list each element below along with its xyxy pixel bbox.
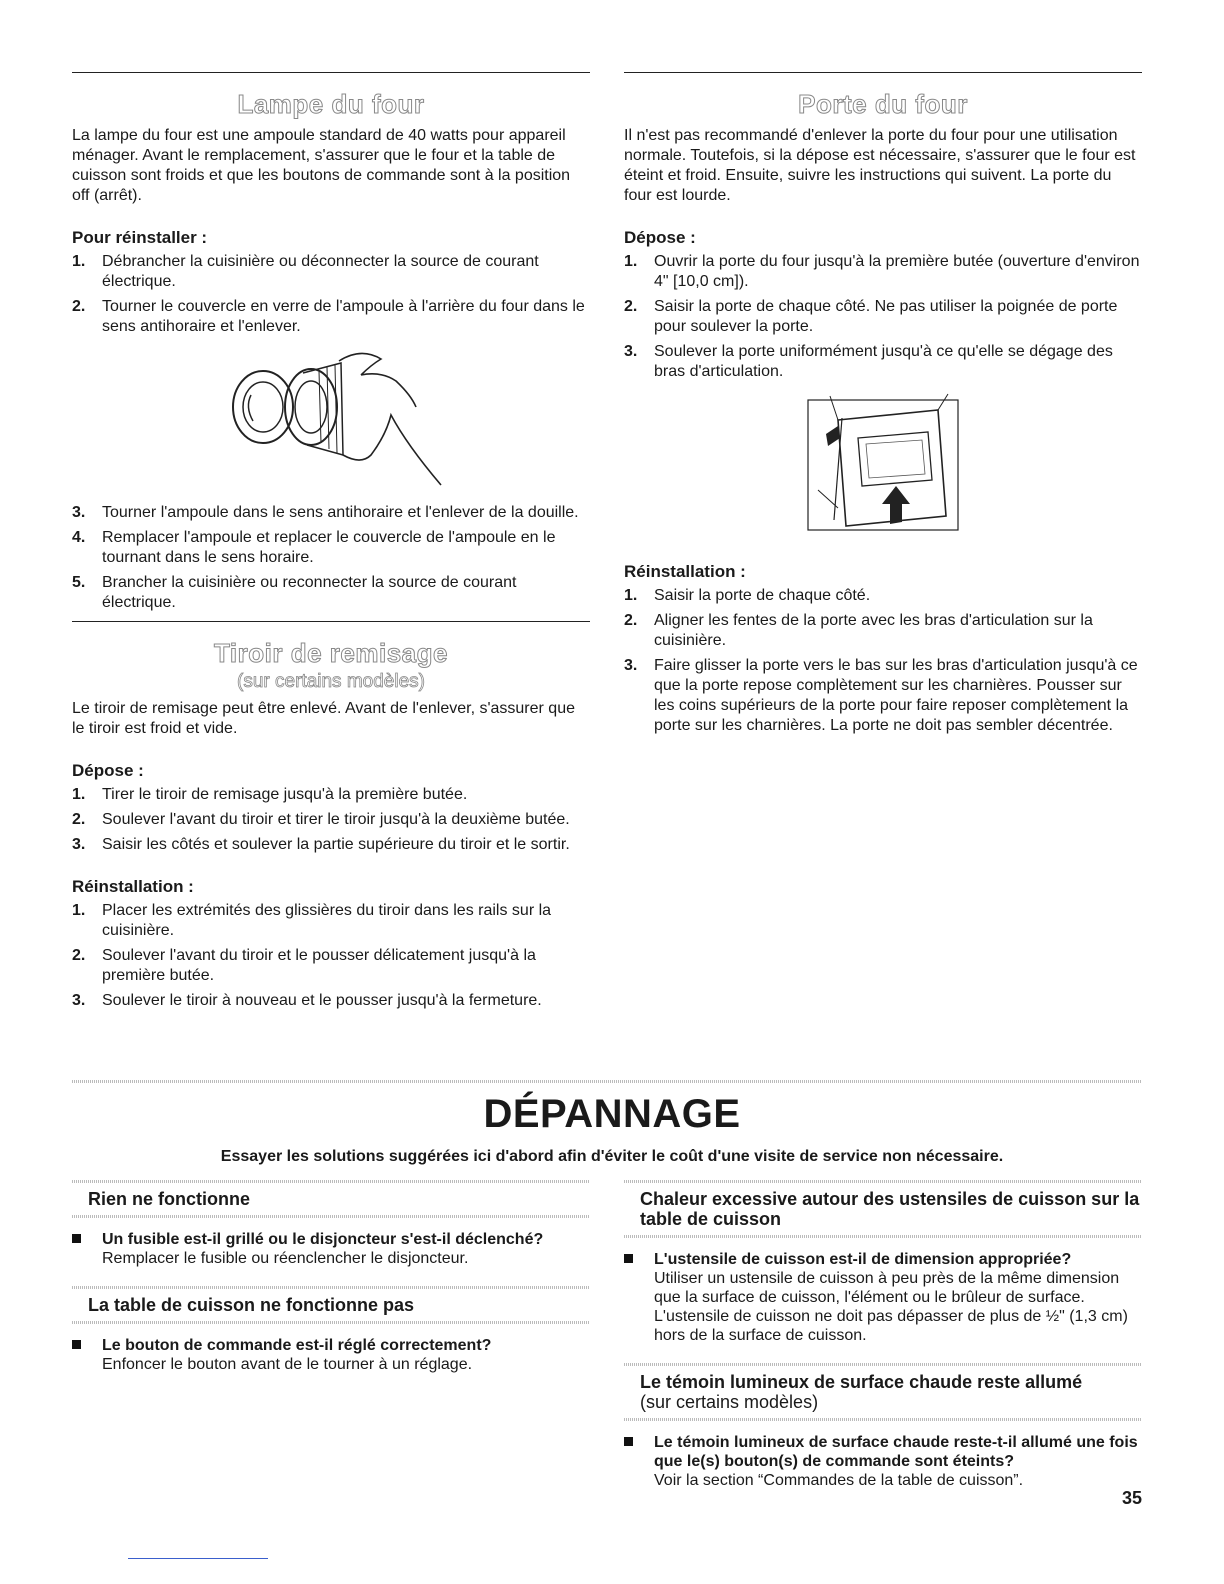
problem-subtitle: (sur certains modèles)	[640, 1392, 819, 1412]
step-text: Ouvrir la porte du four jusqu'à la première butée (ouverture d'environ 4" [10,0 cm]).	[654, 253, 1140, 290]
solution-question: Le bouton de commande est-il réglé correctement?	[102, 1337, 492, 1354]
step-item	[624, 586, 1142, 606]
step-text: Débrancher la cuisinière ou déconnecter la source de courant électrique.	[102, 253, 539, 290]
problem-title: Chaleur excessive autour des ustensiles de cuisson sur la table de cuisson	[640, 1189, 1140, 1229]
lamp-intro: La lampe du four est une ampoule standard de 40 watts pour appareil ménager. Avant le remplacement, s'assurer que le four et la table de cuisson sont froids et que les boutons de commande sont à la position off (arrêt).	[72, 127, 571, 204]
solution-question: L'ustensile de cuisson est-il de dimension appropriée?	[654, 1251, 1072, 1268]
solution-answer: Remplacer le fusible ou réenclencher le disjoncteur.	[102, 1250, 469, 1267]
step-text: Soulever la porte uniformément jusqu'à ce qu'elle se dégage des bras d'articulation.	[654, 343, 1113, 380]
step-number: 2.	[624, 298, 638, 315]
lamp-steps-b	[72, 503, 590, 613]
step-number: 2.	[72, 298, 86, 315]
troubleshooting-title: DÉPANNAGE	[483, 1092, 741, 1136]
problem-title: Le témoin lumineux de surface chaude reste allumé	[640, 1372, 1083, 1392]
drawer-section-subtitle: (sur certains modèles)	[237, 671, 425, 692]
troubleshooting-right-column	[624, 1180, 1142, 1508]
step-item	[72, 503, 590, 523]
step-item	[624, 656, 1142, 736]
step-text: Saisir la porte de chaque côté.	[654, 587, 871, 604]
step-text: Tourner le couvercle en verre de l'ampoule à l'arrière du four dans le sens antihoraire et l'enlever.	[102, 298, 585, 335]
bullet-square-icon	[72, 1234, 81, 1243]
left-column	[72, 72, 590, 1016]
step-number: 1.	[72, 902, 86, 919]
bulb-replacement-illustration	[211, 345, 451, 495]
hatch-divider	[72, 1080, 1142, 1083]
drawer-remove-steps	[72, 785, 590, 855]
step-item	[72, 946, 590, 986]
hatch-divider	[624, 1418, 1142, 1421]
step-item	[72, 835, 590, 855]
step-number: 5.	[72, 574, 86, 591]
step-text: Tourner l'ampoule dans le sens antihoraire et l'enlever de la douille.	[102, 504, 579, 521]
oven-door-illustration	[798, 390, 968, 540]
step-text: Placer les extrémités des glissières du tiroir dans les rails sur la cuisinière.	[102, 902, 552, 939]
lamp-steps-a	[72, 252, 590, 337]
section-rule	[72, 621, 590, 622]
troubleshooting-intro: Essayer les solutions suggérées ici d'abord afin d'éviter le coût d'une visite de service non nécessaire.	[220, 1148, 1004, 1165]
step-number: 2.	[72, 947, 86, 964]
solution-question: Le témoin lumineux de surface chaude reste-t-il allumé une fois que le(s) bouton(s) de commande sont éteints?	[654, 1434, 1138, 1470]
page-number: 35	[1121, 1488, 1142, 1508]
step-item	[72, 991, 590, 1011]
lamp-section-title: Lampe du four	[237, 89, 425, 119]
step-item	[72, 573, 590, 613]
door-intro: Il n'est pas recommandé d'enlever la porte du four pour une utilisation normale. Toutefois, si la dépose est nécessaire, s'assurer que le four est éteint et froid. Ensuite, suivre les instructions qui suivent. La porte du four est lourde.	[624, 127, 1136, 204]
footer-link-line	[128, 1558, 268, 1559]
step-item	[624, 611, 1142, 651]
section-rule	[624, 72, 1142, 73]
door-install-steps	[624, 586, 1142, 736]
step-number: 3.	[624, 657, 638, 674]
problem-title: Rien ne fonctionne	[88, 1189, 250, 1209]
door-remove-heading: Dépose :	[624, 228, 696, 247]
solution-answer: Enfoncer le bouton avant de le tourner à un réglage.	[102, 1356, 473, 1373]
step-text: Soulever l'avant du tiroir et le pousser délicatement jusqu'à la première butée.	[102, 947, 536, 984]
solution-question: Un fusible est-il grillé ou le disjoncteur s'est-il déclenché?	[102, 1231, 544, 1248]
step-text: Remplacer l'ampoule et replacer le couvercle de l'ampoule en le tournant dans le sens horaire.	[102, 529, 556, 566]
step-item	[72, 810, 590, 830]
bullet-square-icon	[624, 1254, 633, 1263]
step-item	[624, 342, 1142, 382]
step-number: 3.	[624, 343, 638, 360]
door-section-title: Porte du four	[798, 89, 968, 119]
door-install-heading: Réinstallation :	[624, 562, 746, 581]
step-number: 2.	[624, 612, 638, 629]
step-item	[72, 528, 590, 568]
hatch-divider	[72, 1321, 590, 1324]
drawer-install-steps	[72, 901, 590, 1011]
step-number: 1.	[72, 253, 86, 270]
bullet-square-icon	[624, 1437, 633, 1446]
solution-answer: Utiliser un ustensile de cuisson à peu près de la même dimension que la surface de cuisson, l'élément ou le brûleur de surface. L'ustensile de cuisson ne doit pas dépasser de plus de ½" (1,3 cm) hors de la surface de cuisson.	[654, 1270, 1128, 1344]
hatch-divider	[624, 1235, 1142, 1238]
step-number: 4.	[72, 529, 86, 546]
step-number: 3.	[72, 836, 86, 853]
step-number: 2.	[72, 811, 86, 828]
solution-item	[72, 1230, 590, 1268]
step-item	[72, 252, 590, 292]
problem-heading	[624, 1183, 1142, 1235]
step-text: Tirer le tiroir de remisage jusqu'à la première butée.	[102, 786, 468, 803]
step-text: Soulever le tiroir à nouveau et le pousser jusqu'à la fermeture.	[102, 992, 542, 1009]
step-text: Soulever l'avant du tiroir et tirer le tiroir jusqu'à la deuxième butée.	[102, 811, 570, 828]
step-text: Aligner les fentes de la porte avec les bras d'articulation sur la cuisinière.	[654, 612, 1093, 649]
step-number: 3.	[72, 504, 86, 521]
lamp-install-heading: Pour réinstaller :	[72, 228, 208, 247]
step-number: 1.	[624, 587, 638, 604]
step-number: 1.	[624, 253, 638, 270]
solution-item	[72, 1336, 590, 1374]
solution-item	[624, 1250, 1142, 1345]
door-remove-steps	[624, 252, 1142, 382]
step-item	[72, 297, 590, 337]
step-text: Faire glisser la porte vers le bas sur les bras d'articulation jusqu'à ce que la porte repose complètement sur les charnières. Pousser sur les coins supérieurs de la porte pour faire reposer complètement la porte sur les charnières. La porte ne doit pas sembler décentrée.	[654, 657, 1138, 734]
step-item	[72, 901, 590, 941]
troubleshooting-left-column	[72, 1180, 590, 1392]
step-item	[624, 252, 1142, 292]
step-item	[72, 785, 590, 805]
problem-heading	[624, 1366, 1142, 1418]
section-rule	[72, 72, 590, 73]
solution-answer: Voir la section “Commandes de la table de cuisson”.	[654, 1472, 1024, 1489]
step-text: Saisir la porte de chaque côté. Ne pas utiliser la poignée de porte pour soulever la porte.	[654, 298, 1118, 335]
drawer-intro: Le tiroir de remisage peut être enlevé. Avant de l'enlever, s'assurer que le tiroir est froid et vide.	[72, 700, 575, 737]
problem-heading	[72, 1183, 590, 1215]
problem-title: La table de cuisson ne fonctionne pas	[88, 1295, 415, 1315]
step-text: Saisir les côtés et soulever la partie supérieure du tiroir et le sortir.	[102, 836, 570, 853]
drawer-install-heading: Réinstallation :	[72, 877, 194, 896]
step-number: 1.	[72, 786, 86, 803]
step-number: 3.	[72, 992, 86, 1009]
step-text: Brancher la cuisinière ou reconnecter la source de courant électrique.	[102, 574, 517, 611]
solution-item	[624, 1433, 1142, 1490]
drawer-section-title: Tiroir de remisage	[214, 638, 448, 668]
hatch-divider	[72, 1215, 590, 1218]
problem-heading	[72, 1289, 590, 1321]
drawer-remove-heading: Dépose :	[72, 761, 144, 780]
bullet-square-icon	[72, 1340, 81, 1349]
right-column	[624, 72, 1142, 741]
step-item	[624, 297, 1142, 337]
